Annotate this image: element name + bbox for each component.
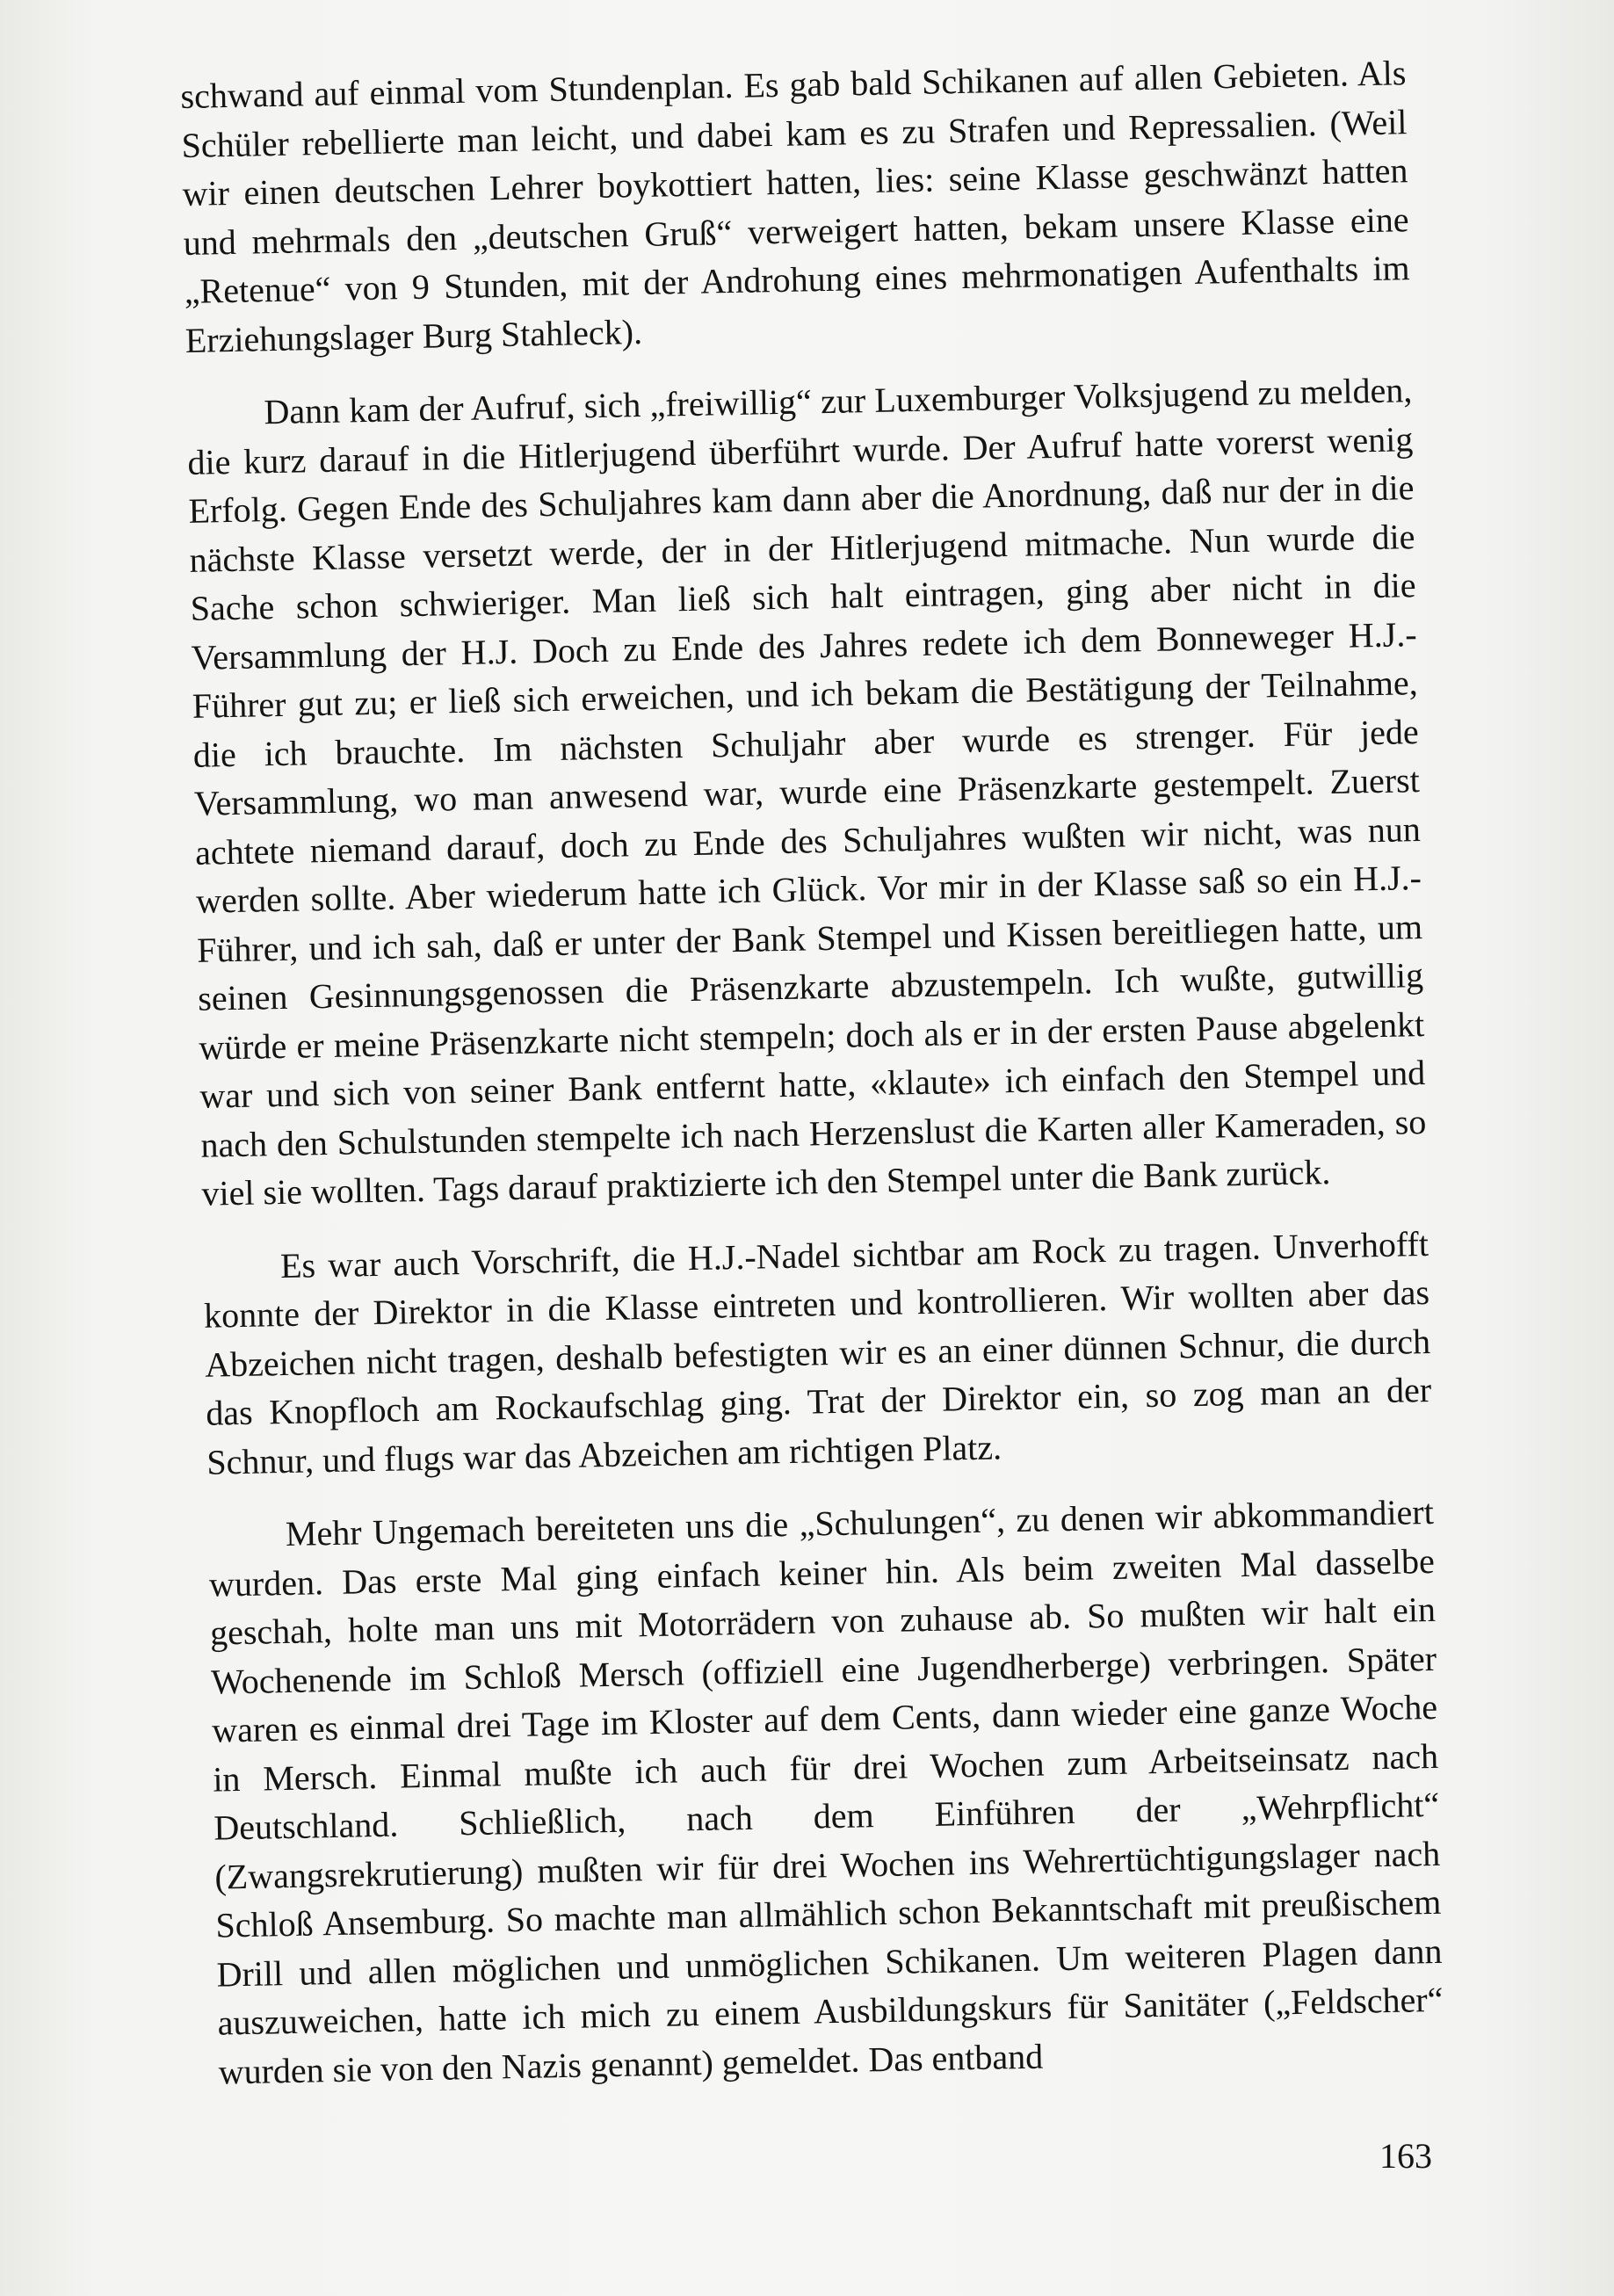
- paragraph-1: schwand auf einmal vom Stundenplan. Es gab bald Schikanen auf allen Gebieten. Als Schüler rebellierte man leicht, und dabei kam es zu Strafen und Repressalien. (Weil wir einen deutschen Lehrer boykottiert hatten, lies: seine Klasse geschwänzt hatten und mehrmals den „deutschen Gruß“ verweigert hatten, bekam unsere Klasse eine „Retenue“ von 9 Stunden, mit der Androhung eines mehrmonatigen Aufenthalts im Erziehungslager Burg Stahleck).: [180, 53, 1410, 360]
- body-text: [180, 48, 1445, 2120]
- page-number: 163: [1379, 2136, 1432, 2176]
- paragraph-4: Mehr Ungemach bereiteten uns die „Schulungen“, zu denen wir abkommandiert wurden. Das erste Mal ging einfach keiner hin. Als beim zweiten Mal dasselbe geschah, holte man uns mit Motorrädern von zuhause ab. So mußten wir halt ein Wochenende im Schloß Mersch (offiziell eine Jugendherberge) verbringen. Später waren es einmal drei Tage im Kloster auf dem Cents, dann wieder eine ganze Woche in Mersch. Einmal mußte ich auch für drei Wochen zum Arbeitseinsatz nach Deutschland. Schließlich, nach dem Einführen der „Wehrpflicht“ (Zwangsrekrutierung) mußten wir für drei Wochen ins Wehrertüchtigungslager nach Schloß Ansemburg. So machte man allmählich schon Bekanntschaft mit preußischem Drill und allen möglichen und unmöglichen Schikanen. Um weiteren Plagen dann auszuweichen, hatte ich mich zu einem Ausbildungskurs für Sanitäter („Feldscher“ wurden sie von den Nazis genannt) gemeldet. Das entband: [208, 1491, 1444, 2092]
- paragraph-2: Dann kam der Aufruf, sich „freiwillig“ zur Luxemburger Volksjugend zu melden, die kurz darauf in die Hitlerjugend überführt wurde. Der Aufruf hatte vorerst wenig Erfolg. Gegen Ende des Schuljahres kam dann aber die Anordnung, daß nur der in die nächste Klasse versetzt werde, der in der Hitlerjugend mitmache. Nun wurde die Sache schon schwieriger. Man ließ sich halt eintragen, ging aber nicht in die Versammlung der H.J. Doch zu Ende des Jahres redete ich dem Bonneweger H.J.-Führer gut zu; er ließ sich erweichen, und ich bekam die Bestätigung der Teilnahme, die ich brauchte. Im nächsten Schuljahr aber wurde es strenger. Für jede Versammlung, wo man anwesend war, wurde eine Präsenzkarte gestempelt. Zuerst achtete niemand darauf, doch zu Ende des Schuljahres wußten wir nicht, was nun werden sollte. Aber wiederum hatte ich Glück. Vor mir in der Klasse saß so ein H.J.-Führer, und ich sah, daß er unter der Bank Stempel und Kissen bereitliegen hatte, um seinen Gesinnungsgenossen die Präsenzkarte abzustempeln. Ich wußte, gutwillig würde er meine Präsenzkarte nicht stempeln; doch als er in der ersten Pause abgelenkt war und sich von seiner Bank entfernt hatte, «klaute» ich einfach den Stempel und nach den Schulstunden stempelte ich nach Herzenslust die Karten aller Kameraden, so viel sie wollten. Tags darauf praktizierte ich den Stempel unter die Bank zurück.: [187, 370, 1427, 1213]
- paragraph-3: Es war auch Vorschrift, die H.J.-Nadel sichtbar am Rock zu tragen. Unverhofft konnte der Direktor in die Klasse eintreten und kontrollieren. Wir wollten aber das Abzeichen nicht tragen, deshalb befestigten wir es an einer dünnen Schnur, die durch das Knopfloch am Rockaufschlag ging. Trat der Direktor ein, so zog man an der Schnur, und flugs war das Abzeichen am richtigen Platz.: [203, 1223, 1432, 1482]
